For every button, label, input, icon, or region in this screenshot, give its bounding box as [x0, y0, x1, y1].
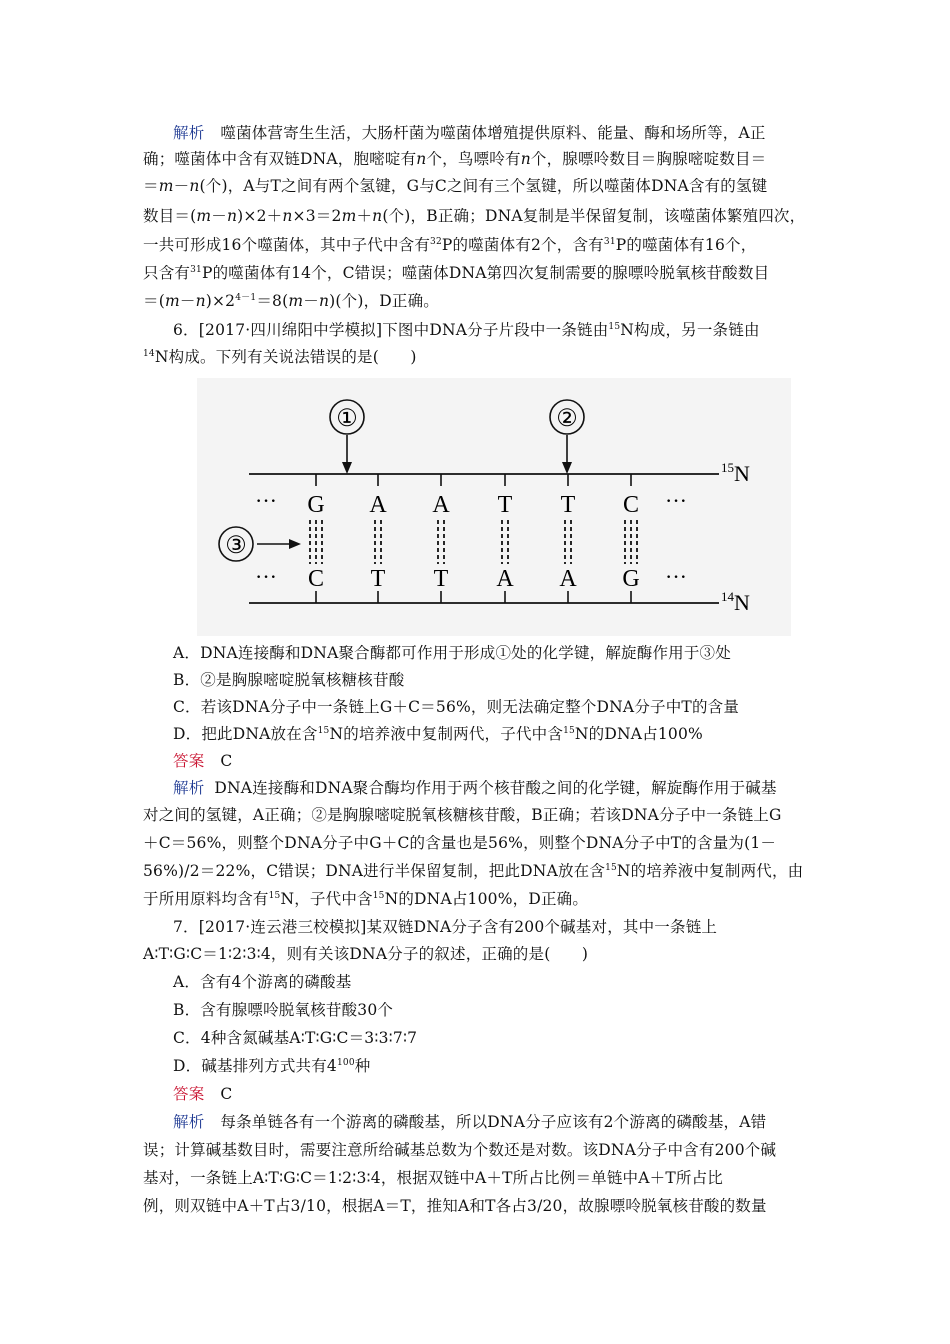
q7-option-c: C．4种含氮碱基A∶T∶G∶C＝3∶3∶7∶7: [173, 1029, 418, 1047]
daan-label: 答案: [173, 1085, 205, 1103]
dna-diagram: [197, 378, 791, 636]
ellipsis-bottom-right: ···: [665, 564, 687, 589]
q7-stem-line-1: 7．[2017·连云港三校模拟]某双链DNA分子含有200个碱基对，其中一条链上: [173, 918, 718, 936]
jiexi-label: 解析: [173, 779, 205, 797]
q6-answer: [173, 748, 823, 774]
q7-explain-line-3: 基对，一条链上A∶T∶G∶C＝1∶2∶3∶4，根据双链中A＋T所占比例＝单链中A＋T所占比: [143, 1169, 723, 1187]
q7-explain-line-1: 解析 每条单链各有一个游离的磷酸基，所以DNA分子应该有2个游离的磷酸基，A错: [173, 1113, 767, 1131]
dna-diagram-svg: [197, 378, 791, 636]
diagram-background: [197, 378, 791, 636]
top-base: T: [497, 492, 513, 518]
q7-answer-value: C: [220, 1085, 233, 1103]
marker-1-label: ①: [336, 404, 358, 432]
bottom-base: A: [496, 566, 514, 592]
daan-label: 答案: [173, 752, 205, 770]
marker-3-label: ③: [225, 531, 247, 559]
q7-explain-line-2: 误；计算碱基数目时，需要注意所给碱基总数为个数还是对数。该DNA分子中含有200个碱: [143, 1141, 777, 1159]
p1-line-4: 数目＝(m－n)×2＋n×3＝2m＋n(个)，B正确；DNA复制是半保留复制，该噬菌体繁殖四次，: [143, 207, 806, 225]
p1-line-7: $=(m-n)\times 2^{4-1}=8(m-n)$(个)，D正确。: [143, 292, 439, 310]
q6-explain-line-5: 于所用原料均含有$^{15}$N，子代中含$^{15}$N的DNA占100%，D正确。: [143, 890, 589, 908]
p1-line-5: 一共可形成16个噬菌体，其中子代中含有$^{32}$P的噬菌体有2个，含有$^{31}$P的噬菌体有16个，: [143, 236, 757, 254]
q6-option-a: A．DNA连接酶和DNA聚合酶都可作用于形成①处的化学键，解旋酶作用于③处: [173, 644, 731, 662]
q6-option-b: B．②是胸腺嘧啶脱氧核糖核苷酸: [173, 671, 405, 689]
text: 噬菌体营寄生生活，大肠杆菌为噬菌体增殖提供原料、能量、酶和场所等，A正: [220, 124, 766, 142]
p1-line-3: ＝m－n(个)，A与T之间有两个氢键，G与C之间有三个氢键，所以噬菌体DNA含有的氢键: [143, 177, 768, 195]
q7-option-d: D．碱基排列方式共有$4^{100}$种: [173, 1057, 371, 1075]
q6-explain-line-3: ＋C＝56%，则整个DNA分子中G＋C的含量也是56%，则整个DNA分子中T的含量为(1－: [143, 834, 777, 852]
bottom-base: G: [622, 566, 640, 592]
jiexi-label: 解析: [173, 1113, 205, 1131]
top-base: A: [432, 492, 450, 518]
top-base: T: [560, 492, 576, 518]
ellipsis-top-left: ···: [255, 488, 277, 513]
q7-stem-line-2: A∶T∶G∶C＝1∶2∶3∶4，则有关该DNA分子的叙述，正确的是( ): [143, 945, 589, 963]
p1-line-2: 确；噬菌体中含有双链DNA，胞嘧啶有n个，鸟嘌呤有n个，腺嘌呤数目＝胸腺嘧啶数目＝: [143, 150, 767, 168]
marker-2-label: ②: [556, 404, 578, 432]
jiexi-label: 解析: [173, 124, 205, 142]
q6-explain-line-2: 对之间的氢键，A正确；②是胸腺嘧啶脱氧核糖核苷酸，B正确；若该DNA分子中一条链上G: [143, 806, 782, 824]
top-base: A: [369, 492, 387, 518]
top-strand-label: $^{15}$N: [721, 460, 750, 486]
q6-explain-line-1: 解析 DNA连接酶和DNA聚合酶均作用于两个核苷酸之间的化学键，解旋酶作用于碱基: [173, 779, 777, 797]
q6-stem-line-2: $^{14}$N构成。下列有关说法错误的是( ): [143, 348, 417, 366]
q6-answer-value: C: [220, 752, 233, 770]
q6-explain-line-4: 56%)/2＝22%，C错误；DNA进行半保留复制，把此DNA放在含$^{15}$N的培养液中复制两代，由: [143, 862, 804, 880]
bottom-base: T: [370, 566, 386, 592]
ellipsis-top-right: ···: [665, 488, 687, 513]
q7-explain-line-4: 例，则双链中A＋T占3/10，根据A＝T，推知A和T各占3/20，故腺嘌呤脱氧核苷酸的数量: [143, 1197, 767, 1215]
q6-stem-line-1: 6．[2017·四川绵阳中学模拟]下图中DNA分子片段中一条链由$^{15}$N构成，另一条链由: [173, 321, 760, 339]
q7-answer: [173, 1081, 823, 1107]
bottom-base: C: [307, 566, 325, 592]
bottom-base: A: [559, 566, 577, 592]
top-base: C: [622, 492, 640, 518]
bottom-strand-label: $^{14}$N: [721, 589, 750, 615]
q7-option-a: A．含有4个游离的磷酸基: [173, 973, 352, 991]
bottom-base: T: [433, 566, 449, 592]
p1-line-6: 只含有$^{31}$P的噬菌体有14个，C错误；噬菌体DNA第四次复制需要的腺嘌呤脱氧核苷酸数目: [143, 264, 770, 282]
q6-option-d: D．把此DNA放在含$^{15}$N的培养液中复制两代，子代中含$^{15}$N的DNA占100%: [173, 725, 703, 743]
q6-option-c: C．若该DNA分子中一条链上G＋C＝56%，则无法确定整个DNA分子中T的含量: [173, 698, 740, 716]
q7-option-b: B．含有腺嘌呤脱氧核苷酸30个: [173, 1001, 394, 1019]
p1-line-1: [173, 120, 823, 146]
ellipsis-bottom-left: ···: [255, 564, 277, 589]
top-base: G: [307, 492, 325, 518]
